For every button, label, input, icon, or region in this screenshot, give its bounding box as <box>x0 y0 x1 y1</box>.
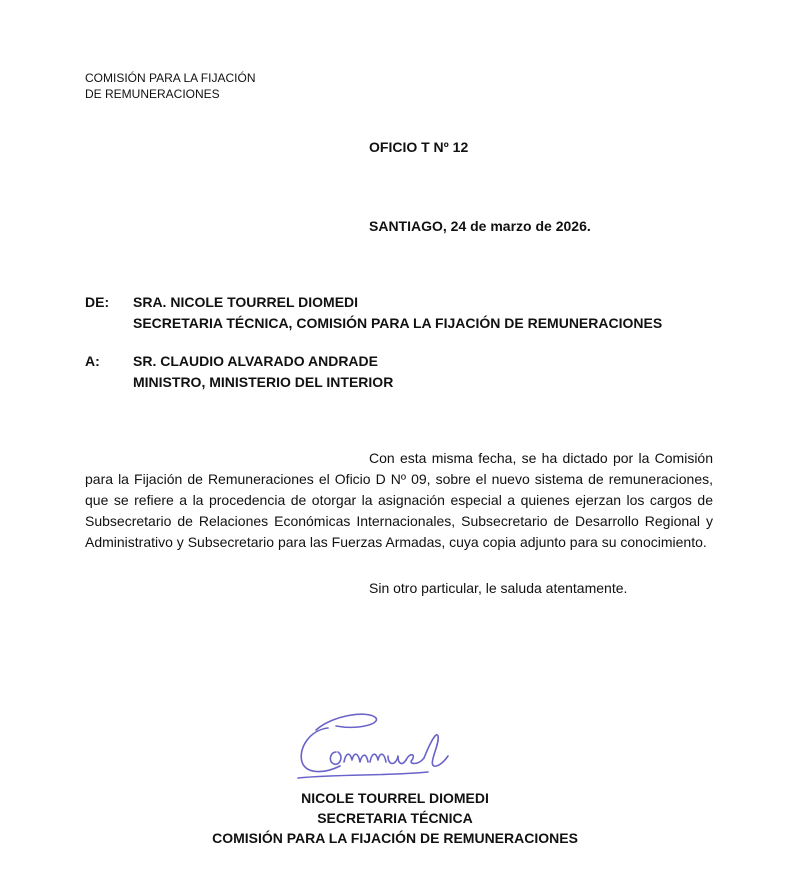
letterhead-line-1: COMISIÓN PARA LA FIJACIÓN <box>85 71 256 85</box>
letterhead-line-2: DE REMUNERACIONES <box>85 87 220 101</box>
recipient-name: SR. CLAUDIO ALVARADO ANDRADE <box>133 353 378 369</box>
document-date: SANTIAGO, 24 de marzo de 2026. <box>369 218 591 234</box>
recipient-label: A: <box>85 353 100 369</box>
closing-line: Sin otro particular, le saluda atentamente. <box>369 580 628 596</box>
recipient-title: MINISTRO, MINISTERIO DEL INTERIOR <box>133 374 394 390</box>
signer-title: SECRETARIA TÉCNICA <box>317 810 473 826</box>
signature-strokes <box>298 714 448 778</box>
signer-name: NICOLE TOURREL DIOMEDI <box>301 790 489 806</box>
document-number: OFICIO T Nº 12 <box>369 139 469 155</box>
sender-label: DE: <box>85 294 110 310</box>
handwritten-signature <box>288 700 458 790</box>
signer-organization: COMISIÓN PARA LA FIJACIÓN DE REMUNERACIONES <box>212 830 578 846</box>
sender-name: SRA. NICOLE TOURREL DIOMEDI <box>133 294 359 310</box>
letter-body: Con esta misma fecha, se ha dictado por la Comisión para la Fijación de Remuneraciones el Oficio D Nº 09, sobre el nuevo sistema de remuneraciones, que se refiere a la procedencia de otorgar la asignación especial a quienes ejerzan los cargos de Subsecretario de Relaciones Económicas Internacionales, Subsecretario de Desarrollo Regional y Administrativo y Subsecretario para las Fuerzas Armadas, cuya copia adjunto para su conocimiento. <box>85 450 713 550</box>
signature-block <box>200 788 590 848</box>
sender-title: SECRETARIA TÉCNICA, COMISIÓN PARA LA FIJACIÓN DE REMUNERACIONES <box>133 315 663 331</box>
letterhead <box>85 70 255 102</box>
